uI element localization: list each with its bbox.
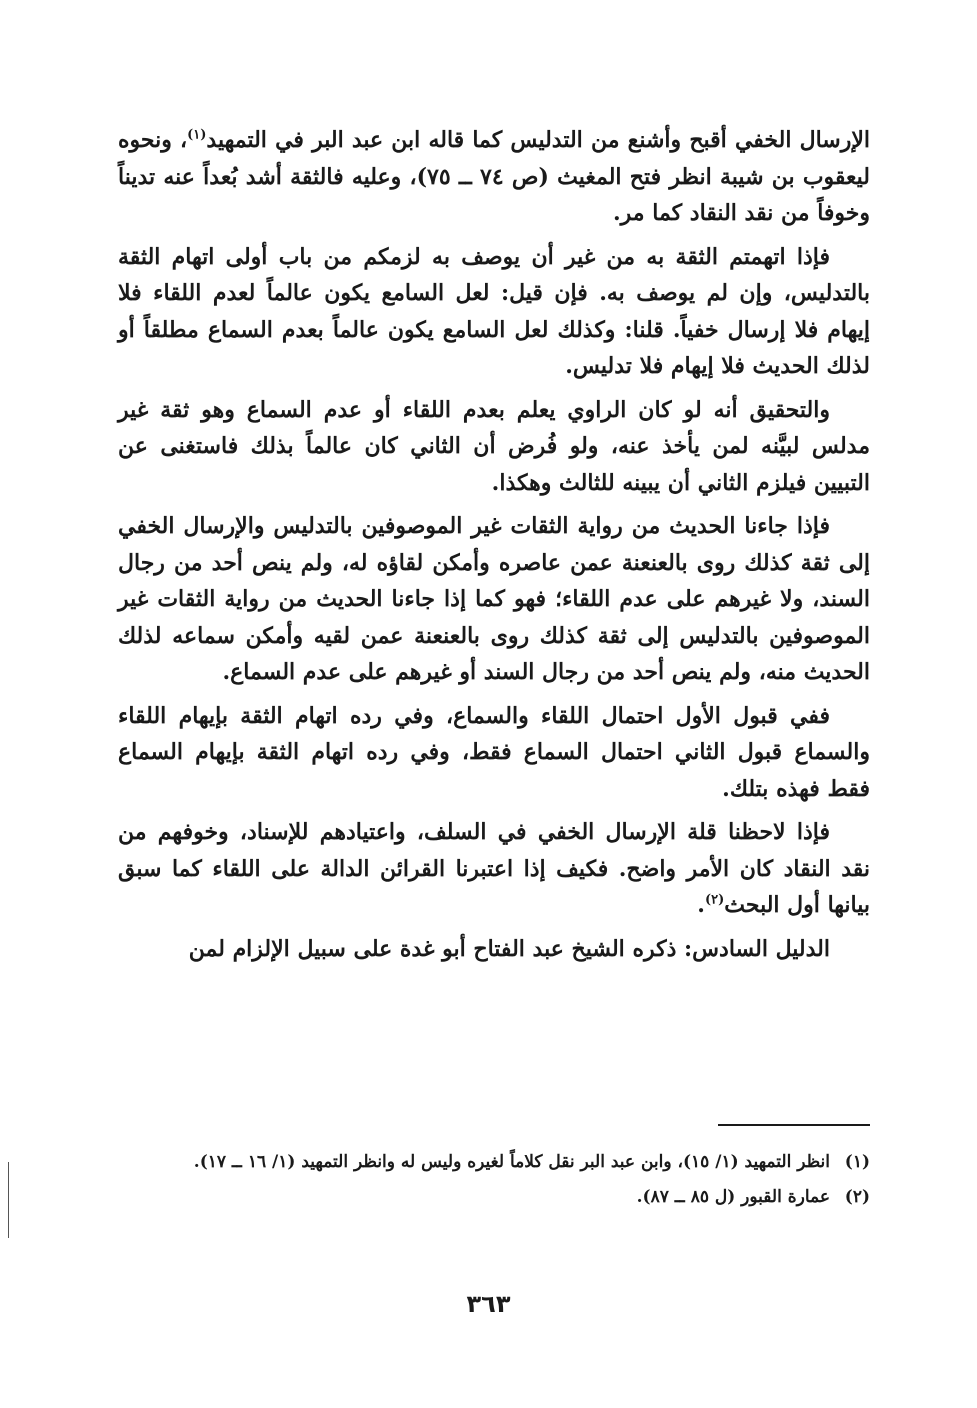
footnote-divider [718, 1124, 870, 1126]
footnotes [118, 1146, 870, 1216]
paragraph-7 [118, 931, 870, 968]
footnote-2-text: عمارة القبور (ل ٨٥ ــ ٨٧). [636, 1187, 830, 1207]
paragraph-2: فإذا اتهمتم الثقة به من غير أن يوصف به لزمكم من باب أولى اتهام الثقة بالتدليس، وإن لم يوصف به. فإن قيل: لعل السامع يكون عالماً لعدم اللقاء فلا إيهام فلا إرسال خفياً. قلنا: وكذلك لعل السامع يكون عالماً بعدم السماع مطلقاً أو لذلك الحديث فلا إيهام فلا تدليس. [118, 243, 870, 379]
footnote-1-text: انظر التمهيد (١/ ١٥)، وابن عبد البر نقل كلاماً لغيره وليس له وانظر التمهيد (١/ ١٦ ــ ١٧). [193, 1152, 830, 1172]
paragraph-3: والتحقيق أنه لو كان الراوي يعلم بعدم اللقاء أو عدم السماع وهو ثقة غير مدلس لبيَّنه لمن يأخذ عنه، ولو فُرض أن الثاني كان عالماً بذلك فاستغنى عن التبيين فيلزم الثاني أن يبينه للثالث وهكذا. [118, 396, 870, 496]
paragraph-1-continuation: ، ونحوه ليعقوب بن شيبة انظر فتح المغيث (ص ٧٤ ــ ٧٥)، وعليه فالثقة أشد بُعداً عنه تديناً وخوفاً من نقد النقاد كما مر. [118, 127, 870, 226]
paragraph-1 [118, 122, 870, 232]
paragraph-7-text: ذكره الشيخ عبد الفتاح أبو غدة على سبيل الإلزام لمن [188, 935, 685, 962]
paragraph-6 [118, 814, 870, 924]
footnote-ref-2[interactable]: (٢) [704, 892, 725, 908]
footnote-1 [118, 1146, 870, 1179]
paragraph-6-text: فإذا لاحظنا قلة الإرسال الخفي في السلف، واعتيادهم للإسناد، وخوفهم من نقد النقاد كان الأمر واضح. فكيف إذا اعتبرنا القرائن الدالة على اللقاء كما سبق بيانها أول البحث [118, 819, 870, 918]
scan-margin-line [8, 1162, 9, 1238]
main-text [118, 122, 870, 974]
footnote-ref-1[interactable]: (١) [187, 127, 207, 143]
page-number: ٣٦٣ [466, 1290, 511, 1318]
paragraph-6-continuation: . [697, 892, 705, 918]
paragraph-4: فإذا جاءنا الحديث من رواية الثقات غير الموصوفين بالتدليس والإرسال الخفي إلى ثقة كذلك روى بالعنعنة عمن عاصره وأمكن لقاؤه له، ولم ينص أحد من رجال السند، ولا غيرهم على عدم اللقاء؛ فهو كما إذا جاءنا الحديث من رواية الثقات غير الموصوفين بالتدليس إلى ثقة كذلك روى بالعنعنة عمن لقيه وأمكن سماعه لذلك الحديث منه، ولم ينص أحد من رجال السند أو غيرهم على عدم السماع. [118, 513, 870, 685]
paragraph-5: ففي قبول الأول احتمال اللقاء والسماع، وفي رده اتهام الثقة بإيهام اللقاء والسماع قبول الثاني احتمال السماع فقط، وفي رده اتهام الثقة بإيهام السماع فقط فهذه بتلك. [118, 702, 870, 802]
footnote-2-number: (٢) [844, 1187, 870, 1207]
paragraph-1-text: الإرسال الخفي أقبح وأشنع من التدليس كما قاله ابن عبد البر في التمهيد [206, 127, 870, 153]
footnote-2 [118, 1181, 870, 1214]
footnote-1-number: (١) [844, 1152, 870, 1172]
section-lead: الدليل السادس: [684, 935, 830, 962]
